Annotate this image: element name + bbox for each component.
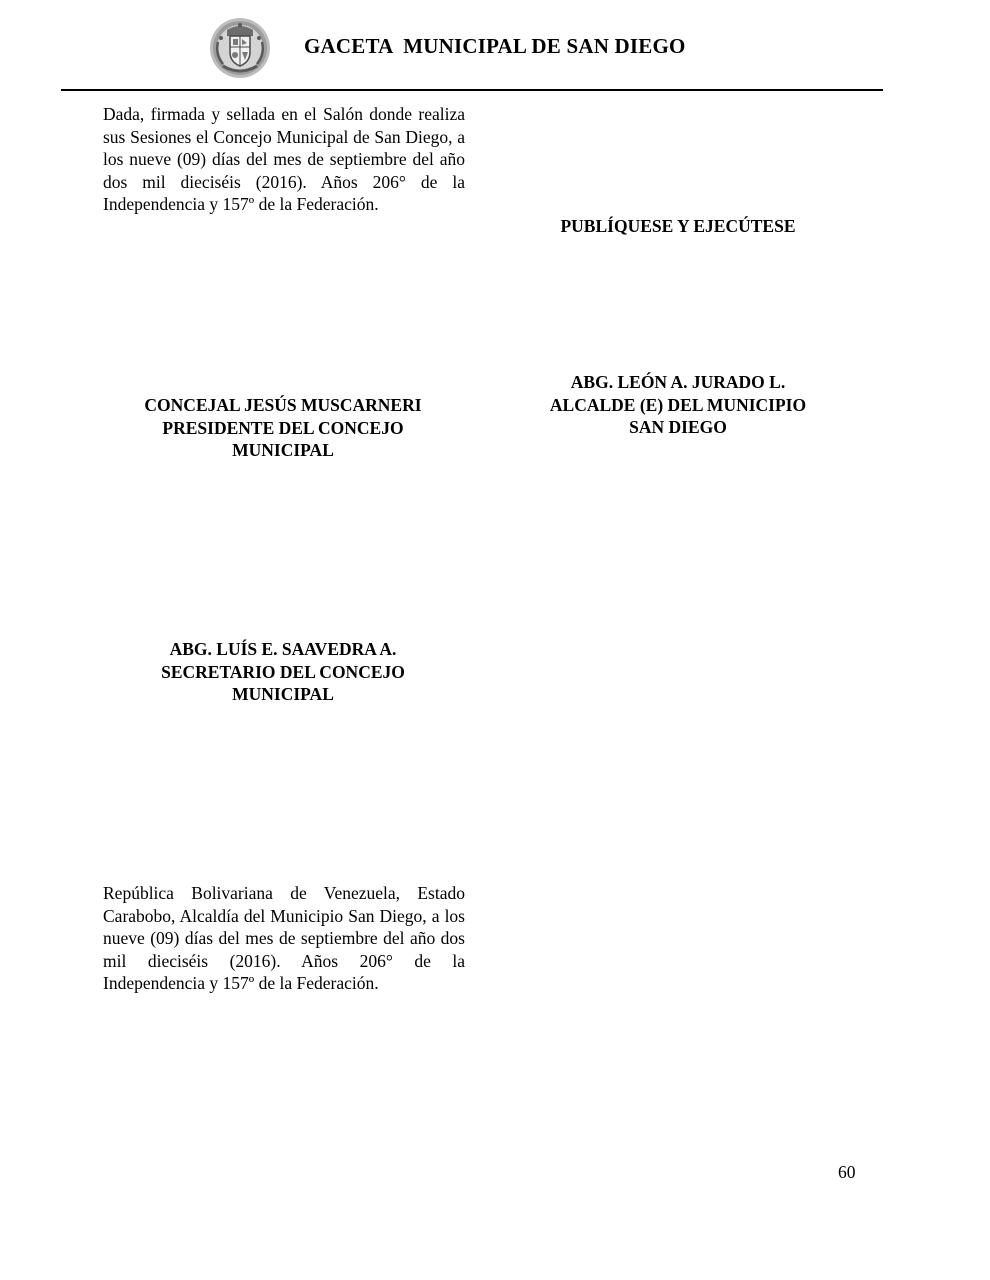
coat-of-arms-icon [209,16,271,80]
mayor-name: ABG. LEÓN A. JURADO L. [570,372,786,392]
mayor-title: ALCALDE (E) DEL MUNICIPIO [549,394,807,415]
president-title: PRESIDENTE DEL CONCEJO [162,417,404,438]
president-name: CONCEJAL JESÚS MUSCARNERI [144,395,422,415]
page-number: 60 [838,1162,856,1182]
header-divider [61,89,883,91]
secretary-title: SECRETARIO DEL CONCEJO [161,661,405,682]
publication-order-text: PUBLÍQUESE Y EJECÚTESE [560,216,796,236]
republic-dated-paragraph: República Bolivariana de Venezuela, Estado Carabobo, Alcaldía del Municipio San Diego, a los nueve (09) días del mes de septiembre del año dos mil dieciséis (2016). Años 206° de la Independencia y 157º de la Federación. [103,883,465,993]
council-given-paragraph: Dada, firmada y sellada en el Salón donde realiza sus Sesiones el Concejo Municipal de San Diego, a los nueve (09) días del mes de septiembre del año dos mil dieciséis (2016). Años 206° de la Independencia y 157º de la Federación. [103,104,465,214]
secretary-title-cont: MUNICIPAL [232,684,334,704]
secretary-name: ABG. LUÍS E. SAAVEDRA A. [169,639,397,659]
council-secretary-signature-block [118,638,448,706]
council-president-signature-block [118,394,448,462]
publication-order [513,215,843,238]
president-title-cont: MUNICIPAL [232,440,334,460]
page-header [0,0,990,92]
gazette-title: GACETA MUNICIPAL DE SAN DIEGO [304,34,686,58]
mayor-municipality: SAN DIEGO [629,417,727,437]
mayor-signature-block [513,371,843,439]
